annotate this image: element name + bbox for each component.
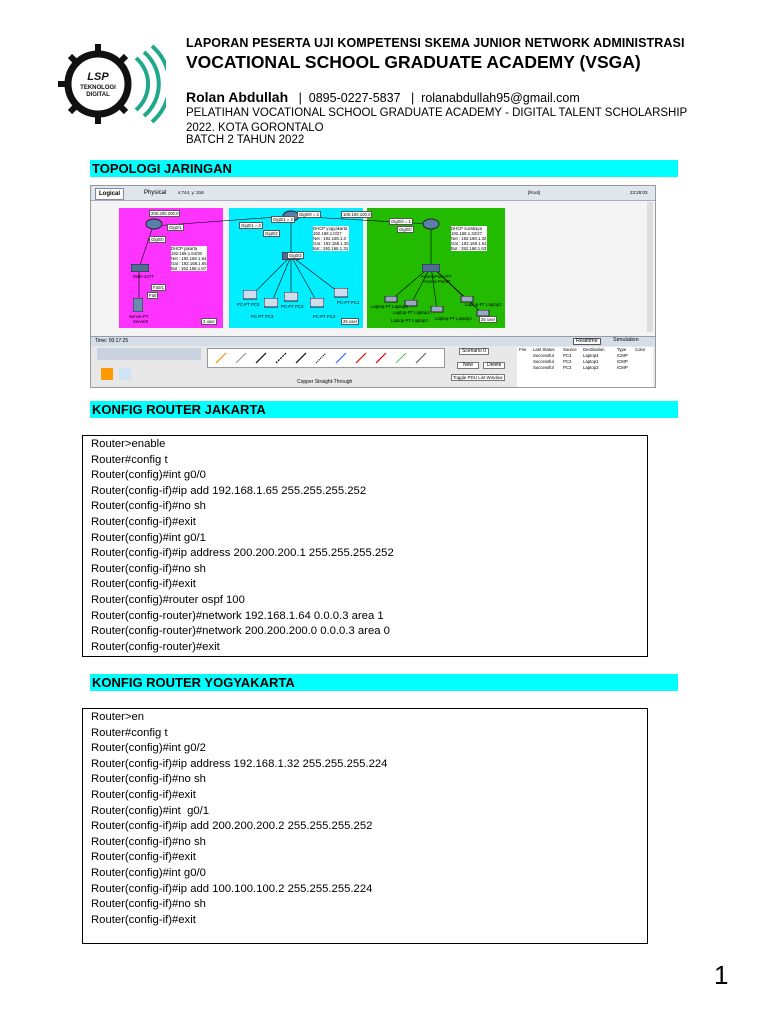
tab-physical[interactable]: Physical [144,190,167,196]
clock: 23:29:03 [630,190,648,195]
iface-label: Gig0/0 = 1 [391,219,411,224]
config-line: Router(config-router)#exit [91,640,220,653]
config-line: Router(config)#int g0/2 [91,742,206,755]
time-bar [91,336,655,346]
laptop-label: Laptop-PT Laptop4 [435,316,472,321]
router-surabaya-icon [422,218,440,230]
ap-name: Access Point0 [423,279,451,284]
config-line: Router(config-if)#no sh [91,898,206,911]
config-line: Router#config t [91,453,168,466]
access-point-icon [422,264,440,272]
section-topologi-heading: TOPOLOGI JARINGAN [90,160,678,177]
logo-text-digital: DIGITAL [86,92,110,98]
laptop-label: Laptop-PT Laptop3 [391,318,428,323]
realtime-button[interactable]: Realtime [573,338,601,345]
config-yogyakarta-box [82,708,648,944]
pdu-destination: Laptop4 [583,353,599,358]
page-number: 1 [714,960,729,990]
pc-label: PC-PT PC0 [237,302,260,307]
config-jakarta-box [82,435,648,657]
pdu-header: Destination [583,347,605,352]
pdu-header: Type [617,347,627,352]
config-line: Router(config-if)#no sh [91,773,206,786]
pdu-destination: Laptop3 [583,365,599,370]
config-line: Router(config)#int g0/0 [91,866,206,879]
program-description: PELATIHAN VOCATIONAL SCHOOL GRADUATE ACADEMY - DIGITAL TALENT SCHOLARSHIP 2022. KOTA GORONTALO [186,107,688,134]
config-line: Router(config-if)#exit [91,913,196,926]
pdu-header: Fire [519,347,527,352]
iface-label: Gig0/0 = 2 [299,212,319,217]
iface-label: Gig0/1 [169,225,182,230]
pc-icon [243,290,257,300]
iface-label: Gig0/0 [399,227,412,232]
config-line: Router(config-if)#exit [91,515,196,528]
laptop-label: Laptop-PT Laptop0 [371,304,408,309]
config-line: Router>enable [91,438,166,450]
config-line: Router(config-if)#exit [91,851,196,864]
users-right: 25 user [481,317,496,322]
net-label-left: 200.200.200.0 [151,211,179,216]
dhcp-jakarta-note: DHCP jakarta 192.168.1.64/30 Net : 192.168.1.64 Gat : 192.168.1.65 Bot : 192.168.1.67 [171,246,207,271]
config-line: Router(config)#int g0/0 [91,469,206,482]
config-line: Router(config-router)#network 192.168.1.64 0.0.0.3 area 1 [91,609,384,622]
cable-types-icon [208,349,444,367]
pdu-type: ICMP [617,359,628,364]
device-toolbar [91,346,655,388]
laptop-icon [384,296,398,304]
report-title: LAPORAN PESERTA UJI KOMPETENSI SKEMA JUNIOR NETWORK ADMINISTRASI [186,36,685,50]
contact-line [186,89,580,105]
laptop-label: Laptop-PT Laptop2 [465,302,502,307]
server-name: Server0 [133,319,149,324]
phone: 0895-0227-5837 [308,91,401,105]
pdu-header: Color [635,347,646,352]
email: rolanabdullah95@gmail.com [421,91,580,105]
iface-label: Gig0/0 [151,237,164,242]
pdu-table [517,347,653,387]
dhcp-surabaya-note: DHCP surabaya 192.168.1.32/27 Net : 192.168.1.32 Gat : 192.168.1.62 Bot : 192.168.1.63 [451,226,487,251]
pdu-header: Last Status [533,347,555,352]
config-line: Router(config)#int g0/1 [91,531,206,544]
config-line: Router(config-if)#no sh [91,835,206,848]
config-line: Router(config-if)#no sh [91,562,206,575]
delete-button[interactable]: Delete [483,362,505,369]
config-line: Router>en [91,711,145,723]
iface-label: Gig0/1 = 2 [273,217,293,222]
pdu-status: Successful [533,365,554,370]
ap-label: AccessPoint-PT [421,274,452,279]
pdu-type: ICMP [617,353,628,358]
config-line: Router(config-if)#exit [91,788,196,801]
lsp-logo [56,38,166,130]
config-line: Router(config-if)#ip address 192.168.1.32 255.255.255.224 [91,757,388,770]
pdu-status: Successful [533,359,554,364]
scenario-select[interactable]: Scenario 0 [459,348,489,355]
logo-text-teknologi: TEKNOLOGI [80,85,116,91]
device-categories[interactable] [97,348,201,360]
config-line: Router(config-if)#ip add 192.168.1.65 255.255.255.252 [91,484,367,497]
logo-text-lsp: LSP [87,71,109,83]
pc-label: PC-PT PC1 [337,300,360,305]
time-readout: Time: 00:17:25 [95,338,129,344]
new-button[interactable]: New [457,362,479,369]
laptop-label: Laptop-PT Laptop1 [393,310,430,315]
iface-label: Gig0/2 [265,231,278,236]
connections-icon[interactable] [101,368,113,380]
config-line: Router(config-if)#exit [91,578,196,591]
cable-palette[interactable] [207,348,445,368]
iface-label: Fa0/1 [153,285,164,290]
batch-label: BATCH 2 TAHUN 2022 [186,134,305,146]
server-icon [133,298,143,312]
config-line: Router(config-if)#ip address 200.200.200.1 255.255.255.252 [91,547,394,560]
iface-label: Fa0 [149,293,157,298]
vertical-scrollbar[interactable] [647,202,653,332]
section-jakarta-heading: KONFIG ROUTER JAKARTA [90,401,678,418]
pc-icon [264,298,278,308]
pdu-header: Source [563,347,577,352]
pdu-source: PC4 [563,353,572,358]
config-line: Router(config)#router ospf 100 [91,593,245,606]
net-label-right: 100.100.100.0 [343,212,371,217]
topology-screenshot [90,185,656,388]
dhcp-yogya-note: DHCP yogyakarta 192.168.1.0/27 Net : 192.168.1.0 Gat : 192.168.1.30 Bot : 192.168.1.31 [313,226,349,251]
tab-logical[interactable]: Logical [95,188,124,200]
participant-name: Rolan Abdullah [186,89,289,105]
config-line: Router(config)#int g0/1 [91,804,210,817]
pc-icon [310,298,324,308]
config-line: Router(config-if)#ip add 100.100.100.2 255.255.255.224 [91,882,373,895]
coordinate-readout: x:744, y: 316 [178,190,204,195]
grid-icon[interactable] [119,368,131,380]
config-line: Router(config-if)#ip add 200.200.200.2 255.255.255.252 [91,820,373,833]
pc-icon [334,288,348,298]
simulation-button[interactable]: Simulation [613,337,639,343]
pc-label: PC-PT PC3 [251,314,274,319]
pdu-destination: Laptop1 [583,359,599,364]
cable-name: Copper Straight-Through [297,379,353,385]
toggle-pdu-button[interactable]: Toggle PDU List Window [453,375,503,380]
pc-icon [284,292,298,302]
config-line: Router#config t [91,726,168,739]
iface-label: Gig0/3 [289,253,302,258]
users-left: 2 user [203,319,215,324]
program-title: VOCATIONAL SCHOOL GRADUATE ACADEMY (VSGA) [186,52,641,72]
laptop-icon [430,306,444,314]
separator: | [291,91,309,105]
pc-label: PC-PT PC2 [281,304,304,309]
section-yogyakarta-heading: KONFIG ROUTER YOGYAKARTA [90,674,678,691]
switch-label: 2960-24TT [133,274,155,279]
pdu-type: ICMP [617,365,628,370]
switch-jakarta-icon [131,264,149,272]
pc-label: PC-PT PC4 [313,314,336,319]
config-line: Router(config-router)#network 200.200.200.0 0.0.0.3 area 0 [91,625,390,638]
users-mid: 25 user [343,319,358,324]
root-label: [Root] [528,190,541,195]
server-label: Server-PT [129,314,149,319]
router-jakarta-icon [145,218,163,230]
pdu-source: PC3 [563,365,572,370]
pdu-source: PC2 [563,359,572,364]
separator: | [404,91,422,105]
config-line: Router(config-if)#no sh [91,500,206,513]
iface-label: Gig0/1 = 2 [241,223,261,228]
pdu-status: Successful [533,353,554,358]
